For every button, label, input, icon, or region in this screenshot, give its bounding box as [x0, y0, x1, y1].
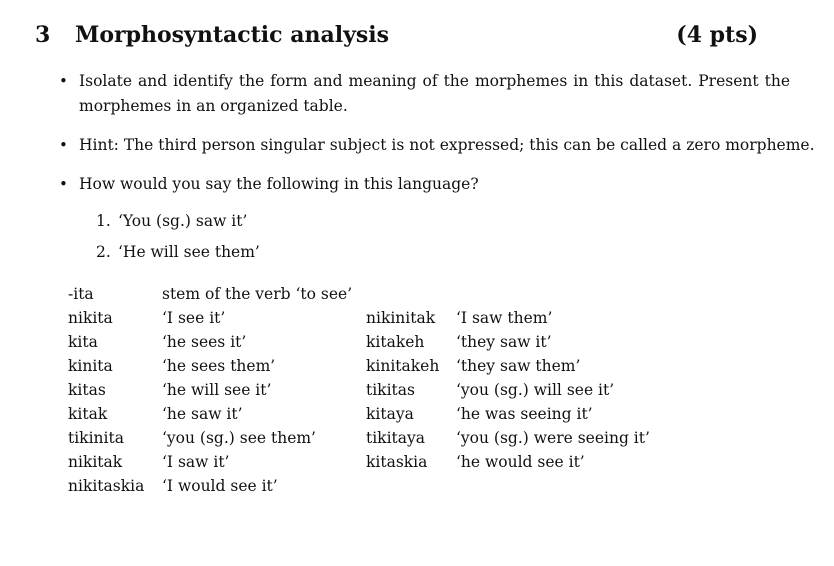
dataset-form: tikitaya [366, 429, 426, 447]
dataset-gloss: ‘they saw it’ [456, 333, 552, 351]
dataset-gloss: ‘I see it’ [162, 309, 226, 327]
bullet-icon: • [59, 136, 68, 154]
question-2-text: ‘He will see them’ [118, 243, 260, 261]
bullet-1-line-2: morphemes in an organized table. [79, 97, 348, 115]
dataset-gloss: ‘they saw them’ [456, 357, 581, 375]
dataset-form: kinitakeh [366, 357, 440, 375]
dataset-gloss: ‘I saw them’ [456, 309, 553, 327]
section-title: Morphosyntactic analysis [75, 22, 389, 48]
dataset-form: kitaskia [366, 453, 428, 471]
dataset-form: kitakeh [366, 333, 425, 351]
bullet-2-hint: Hint: The third person singular subject is not expressed; this can be called a zero morpheme. [79, 136, 815, 154]
bullet-3-question: How would you say the following in this language? [79, 175, 479, 193]
question-1-number: 1. [96, 212, 111, 230]
dataset-gloss: ‘I would see it’ [162, 477, 278, 495]
dataset-gloss: ‘he sees it’ [162, 333, 247, 351]
dataset-gloss: ‘you (sg.) see them’ [162, 429, 316, 447]
question-2-number: 2. [96, 243, 111, 261]
dataset-form: kinita [68, 357, 113, 375]
dataset-form: -ita [68, 285, 94, 303]
question-1-text: ‘You (sg.) saw it’ [118, 212, 248, 230]
dataset-form: tikinita [68, 429, 124, 447]
dataset-gloss: ‘he saw it’ [162, 405, 243, 423]
dataset-form: kitas [68, 381, 106, 399]
dataset-form: nikita [68, 309, 113, 327]
dataset-form: kitaya [366, 405, 414, 423]
dataset-form: nikinitak [366, 309, 436, 327]
section-points: (4 pts) [676, 22, 758, 48]
bullet-1-line-1: Isolate and identify the form and meaning of the morphemes in this dataset. Present the [79, 72, 790, 90]
dataset-gloss: ‘you (sg.) will see it’ [456, 381, 615, 399]
dataset-form: kitak [68, 405, 108, 423]
dataset-gloss: stem of the verb ‘to see’ [162, 285, 353, 303]
dataset-gloss: ‘he sees them’ [162, 357, 276, 375]
dataset-gloss: ‘I saw it’ [162, 453, 230, 471]
dataset-gloss: ‘he was seeing it’ [456, 405, 593, 423]
dataset-form: nikitaskia [68, 477, 145, 495]
bullet-icon: • [59, 72, 68, 90]
bullet-icon: • [59, 175, 68, 193]
dataset-form: tikitas [366, 381, 415, 399]
dataset-gloss: ‘he will see it’ [162, 381, 272, 399]
dataset-gloss: ‘you (sg.) were seeing it’ [456, 429, 650, 447]
dataset-form: kita [68, 333, 98, 351]
dataset-form: nikitak [68, 453, 123, 471]
section-number: 3 [35, 22, 51, 48]
dataset-gloss: ‘he would see it’ [456, 453, 585, 471]
